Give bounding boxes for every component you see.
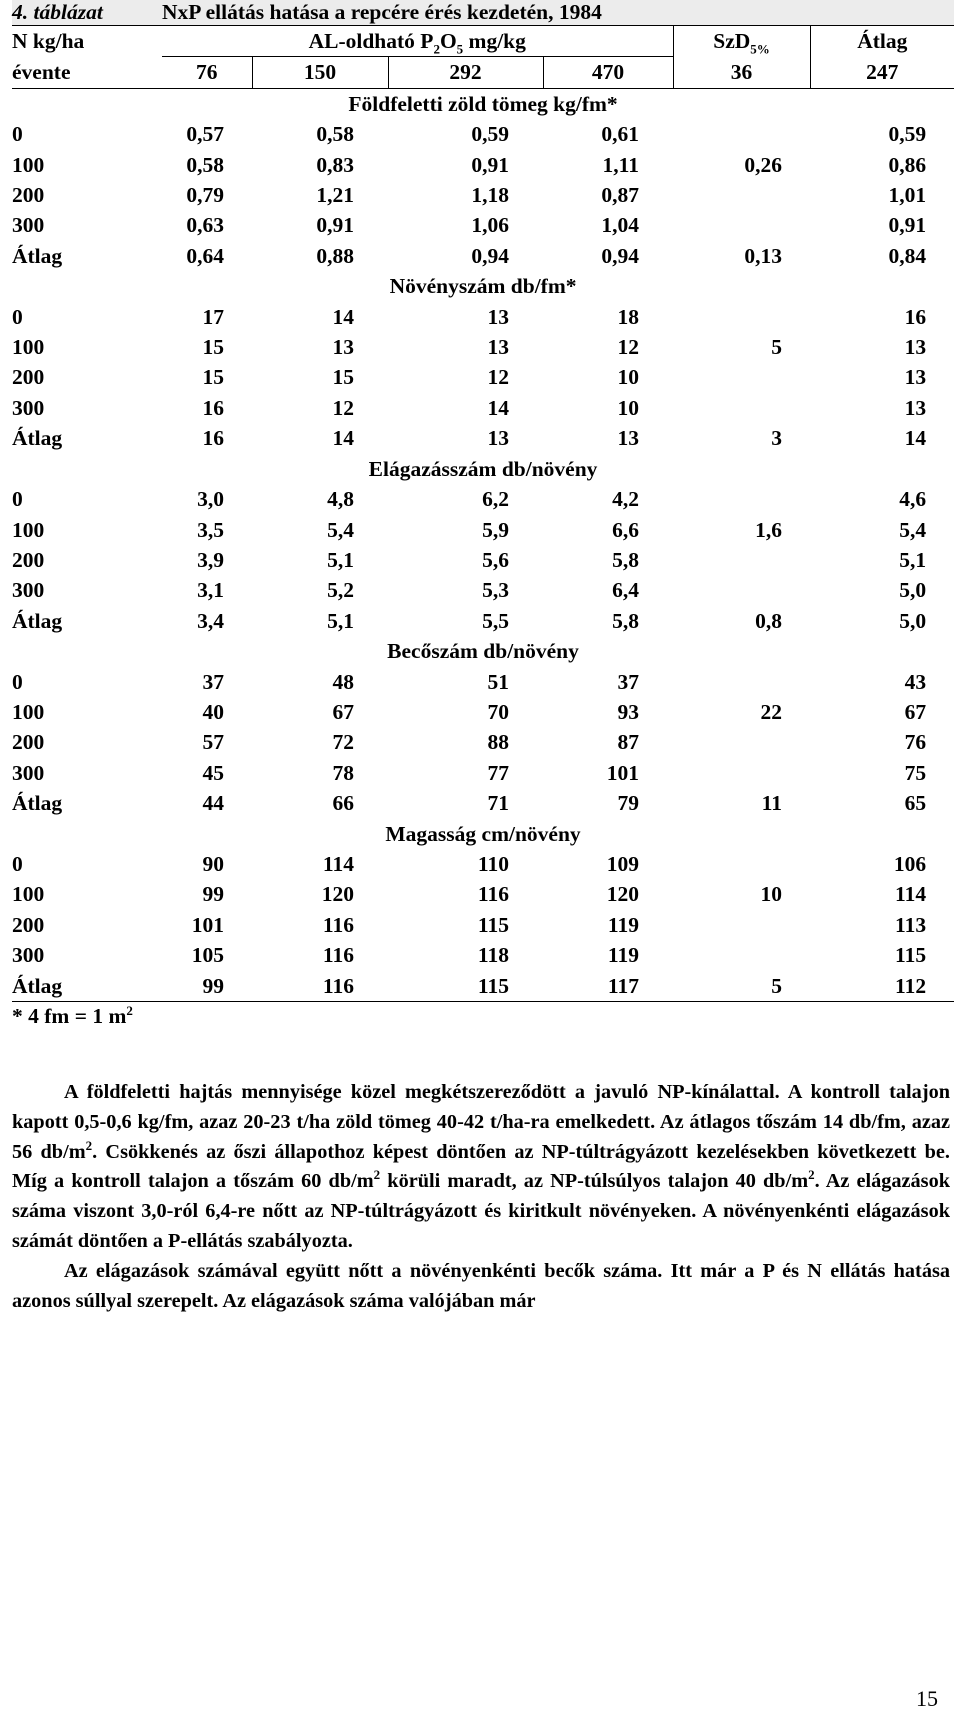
table-cell: 71 [487,791,509,816]
table-cell: 119 [607,912,639,937]
table-cell: 72 [332,730,354,755]
szd-cell: 3 [771,426,782,451]
table-cell: 0,64 [186,243,224,268]
szd-cell [673,910,810,940]
avg-cell: 67 [904,699,927,724]
table-row [12,362,954,392]
table-cell: 18 [617,304,639,329]
section-title-row [12,819,954,849]
table-caption [162,0,954,26]
table-row [12,210,954,240]
row-label: 300 [12,395,45,420]
table-cell: 17 [202,304,224,329]
p1-sup-2: 2 [373,1167,381,1183]
table-row [12,758,954,788]
table-row [12,423,954,453]
p-level: 76 [196,60,218,85]
row-label: 0 [12,487,23,512]
row-label: 300 [12,760,45,785]
table-cell: 110 [477,851,509,876]
avg-cell: 4,6 [899,487,927,512]
data-table [12,0,954,1002]
p1-text-c: körüli maradt, az NP-túlsúlyos talajon 40 db/m [380,1170,809,1193]
p1-text-a: A földfeletti hajtás mennyisége közel megkétszereződött a javuló NP-kínálattal. A kontroll talajon kapott 0,5-0,6 kg/fm, azaz 20-23 t/ha zöld tömeg 40-42 t/ha-ra emelkedett. Az átlagos tőszám 14 db/fm, azaz 56 db/m [12,1081,950,1163]
table-cell: 120 [606,882,639,907]
row-label: 300 [12,943,45,968]
footnote-sup: 2 [126,1002,133,1018]
table-row [12,910,954,940]
table-cell: 101 [191,912,224,937]
table-row [12,606,954,636]
table-cell: 48 [332,669,354,694]
avg-cell: 0,84 [888,243,927,268]
szd-cell [673,210,810,240]
avg-cell: 76 [904,730,927,755]
szd-cell [673,727,810,757]
szd-cell: 0,8 [755,608,782,633]
p1-sup-1: 2 [85,1137,93,1153]
table-cell: 14 [332,304,354,329]
szd-cell: 10 [760,882,782,907]
paragraph-1 [12,1078,950,1257]
table-cell: 37 [617,669,639,694]
szd-cell [673,575,810,605]
table-cell: 99 [202,882,224,907]
row-label: 200 [12,730,45,755]
table-row [12,575,954,605]
table-cell: 12 [487,365,509,390]
table-cell: 109 [606,851,639,876]
table-cell: 13 [487,304,509,329]
avg-col-value: 247 [810,57,954,88]
table-cell: 3,5 [197,517,224,542]
table-cell: 79 [617,791,639,816]
table-cell: 78 [332,760,354,785]
table-cell: 3,0 [197,487,224,512]
row-label: Átlag [12,426,63,451]
row-label: 0 [12,669,23,694]
table-cell: 117 [607,973,639,998]
table-cell: 0,87 [601,183,639,208]
section-title-row [12,88,954,119]
section-title-row [12,271,954,301]
szd-cell [673,119,810,149]
szd-cell [673,302,810,332]
table-cell: 5,9 [482,517,509,542]
avg-cell: 65 [904,791,927,816]
table-footnote [12,1004,133,1029]
table-cell: 116 [322,943,354,968]
table-cell: 1,06 [471,213,509,238]
szd-sub: 5% [750,41,770,57]
table-row [12,150,954,180]
szd-cell [673,849,810,879]
table-row [12,241,954,271]
table-cell: 5,5 [482,608,509,633]
header-row-2 [12,57,954,88]
header-row-1 [12,26,954,57]
table-cell: 14 [332,426,354,451]
table-row [12,788,954,818]
table-number: 4. táblázat [12,0,162,26]
row-label: Átlag [12,608,63,633]
row-label: 0 [12,304,23,329]
table-title-row [12,0,954,26]
section-title: Földfeletti zöld tömeg kg/fm* [348,91,618,116]
szd-cell [673,667,810,697]
avg-cell: 5,4 [899,517,927,542]
table-cell: 6,6 [612,517,639,542]
section-title: Magasság cm/növény [385,821,581,846]
table-cell: 5,3 [482,578,509,603]
table-row [12,727,954,757]
avg-cell: 114 [895,882,927,907]
table-cell: 5,8 [612,608,639,633]
table-cell: 77 [487,760,509,785]
row-label: 300 [12,213,45,238]
table-row [12,971,954,1002]
table-row [12,940,954,970]
table-cell: 0,91 [316,213,354,238]
szd-label [673,26,810,57]
table-cell: 45 [202,760,224,785]
page-number: 15 [916,1686,938,1711]
avg-cell: 5,0 [899,608,927,633]
szd-cell [673,362,810,392]
table-row [12,697,954,727]
p-sub2: 5 [456,41,464,57]
table-cell: 14 [487,395,509,420]
table-row [12,119,954,149]
row-label: 200 [12,912,45,937]
p1-sup-3: 2 [808,1167,815,1183]
table-cell: 101 [606,760,639,785]
szd-cell: 22 [760,699,782,724]
table-cell: 10 [617,365,639,390]
row-label: Átlag [12,791,63,816]
table-cell: 57 [202,730,224,755]
avg-label: Átlag [810,26,954,57]
section-title-row [12,636,954,666]
row-label: 100 [12,335,45,360]
p-label-suffix: mg/kg [463,29,526,53]
row-label: Átlag [12,243,63,268]
table-cell: 93 [617,699,639,724]
table-cell: 5,8 [612,547,639,572]
row-label: 100 [12,152,45,177]
table-cell: 5,4 [327,517,354,542]
avg-cell: 106 [893,851,927,876]
table-cell: 88 [487,730,509,755]
body-text [12,1078,950,1316]
table-cell: 0,63 [186,213,224,238]
avg-cell: 13 [904,365,927,390]
table-cell: 5,1 [327,547,354,572]
avg-cell: 13 [904,335,927,360]
szd-cell: 5 [771,973,782,998]
szd-cell [673,180,810,210]
table-cell: 13 [332,335,354,360]
table-cell: 44 [202,791,224,816]
szd-main: SzD [713,29,751,54]
table-cell: 0,58 [316,122,354,147]
szd-cell: 0,26 [744,152,782,177]
table-cell: 120 [321,882,354,907]
szd-col-value: 36 [673,57,810,88]
p-level: 292 [388,57,543,88]
avg-cell: 75 [904,760,927,785]
avg-cell: 5,0 [899,578,927,603]
table-cell: 99 [202,973,224,998]
table-row [12,849,954,879]
row-label: 100 [12,517,45,542]
section-title: Elágazásszám db/növény [368,456,598,481]
table-cell: 0,94 [601,243,639,268]
table-cell: 0,83 [316,152,354,177]
section-title: Növényszám db/fm* [389,274,577,299]
table-cell: 0,58 [186,152,224,177]
table-row [12,515,954,545]
table-cell: 1,21 [316,183,354,208]
table-cell: 0,79 [186,183,224,208]
avg-cell: 1,01 [888,183,927,208]
table-cell: 90 [202,851,224,876]
avg-cell: 14 [904,426,927,451]
szd-cell [673,758,810,788]
table-row [12,180,954,210]
table-cell: 0,94 [471,243,509,268]
avg-cell: 16 [904,304,927,329]
table-cell: 6,2 [482,487,509,512]
row-label: 200 [12,365,45,390]
szd-cell [673,393,810,423]
table-row [12,332,954,362]
table-cell: 16 [202,395,224,420]
table-cell: 116 [477,882,509,907]
row-label: Átlag [12,973,63,998]
table-cell: 87 [617,730,639,755]
table-cell: 5,6 [482,547,509,572]
table-cell: 37 [202,669,224,694]
avg-cell: 43 [904,669,927,694]
szd-cell [673,484,810,514]
row-label: 0 [12,851,23,876]
p-label [162,26,673,57]
szd-cell: 1,6 [755,517,782,542]
section-title-row [12,454,954,484]
table-cell: 67 [332,699,354,724]
n-label: N kg/ha [12,29,85,54]
table-cell: 4,2 [612,487,639,512]
table-cell: 6,4 [612,578,639,603]
table-cell: 0,61 [601,122,639,147]
table-cell: 16 [202,426,224,451]
table-cell: 5,2 [327,578,354,603]
table-cell: 1,11 [602,152,639,177]
avg-cell: 13 [904,395,927,420]
avg-cell: 5,1 [899,547,927,572]
avg-cell: 112 [895,973,927,998]
table-cell: 3,4 [197,608,224,633]
szd-cell [673,545,810,575]
avg-cell: 0,86 [888,152,927,177]
table-cell: 51 [487,669,509,694]
section-title: Becőszám db/növény [387,639,579,664]
table-cell: 119 [607,943,639,968]
table-cell: 118 [477,943,509,968]
p-level: 150 [252,57,388,88]
table-caption-text: NxP ellátás hatása a repcére érés kezdetén, 1984 [162,0,602,24]
szd-cell [673,940,810,970]
row-label: 100 [12,699,45,724]
table-row [12,545,954,575]
avg-cell: 0,59 [888,122,927,147]
table-cell: 115 [477,973,509,998]
table-cell: 15 [332,365,354,390]
table-row [12,302,954,332]
year-label: évente [12,60,71,85]
table-cell: 40 [202,699,224,724]
table-cell: 0,88 [316,243,354,268]
table-cell: 0,57 [186,122,224,147]
table-cell: 105 [191,943,224,968]
szd-cell: 0,13 [744,243,782,268]
table-cell: 116 [322,912,354,937]
p1-text-d: . Az elágazások száma viszont 3,0-ról 6,4-re nőtt az NP-túltrágyázott és kiritkult növényeken. A növényenkénti elágazások számát döntően a P-ellátás szabályozta. [12,1170,950,1252]
p-label-prefix: AL-oldható P [308,29,434,53]
row-label: 100 [12,882,45,907]
table-cell: 115 [477,912,509,937]
szd-cell: 5 [771,335,782,360]
table-cell: 3,9 [197,547,224,572]
table-cell: 5,1 [327,608,354,633]
table-cell: 1,04 [601,213,639,238]
row-label: 200 [12,183,45,208]
p1-text-b: . Csökkenés az őszi állapothoz képest döntően az NP-túltrágyázott kezelésekben következett be. Míg a kontroll talajon a tőszám 60 db/m [12,1140,950,1193]
table-cell: 4,8 [327,487,354,512]
table-row [12,667,954,697]
table-cell: 3,1 [197,578,224,603]
table-cell: 13 [487,335,509,360]
table-row [12,393,954,423]
table-cell: 0,91 [471,152,509,177]
table-cell: 114 [322,851,354,876]
avg-cell: 115 [895,943,927,968]
table-cell: 12 [332,395,354,420]
table-cell: 15 [202,335,224,360]
table-cell: 10 [617,395,639,420]
table-row [12,484,954,514]
row-label: 300 [12,578,45,603]
table-cell: 0,59 [471,122,509,147]
table-cell: 15 [202,365,224,390]
p-level: 470 [543,57,673,88]
table-cell: 1,18 [471,183,509,208]
table-cell: 116 [322,973,354,998]
table-cell: 66 [332,791,354,816]
p-sub1: 2 [433,41,440,57]
table-row [12,879,954,909]
table-cell: 70 [487,699,509,724]
avg-cell: 0,91 [888,213,927,238]
table-cell: 13 [487,426,509,451]
footnote-text: * 4 fm = 1 m [12,1004,127,1028]
paragraph-2: Az elágazások számával együtt nőtt a növényenkénti becők száma. Itt már a P és N ellátás hatása azonos súllyal szerepelt. Az elágazások száma valójában már [12,1259,950,1312]
p-mid: O [439,29,457,53]
avg-cell: 113 [895,912,927,937]
table-cell: 12 [617,335,639,360]
table-cell: 13 [617,426,639,451]
row-label: 0 [12,122,23,147]
row-label: 200 [12,547,45,572]
szd-cell: 11 [761,791,782,816]
